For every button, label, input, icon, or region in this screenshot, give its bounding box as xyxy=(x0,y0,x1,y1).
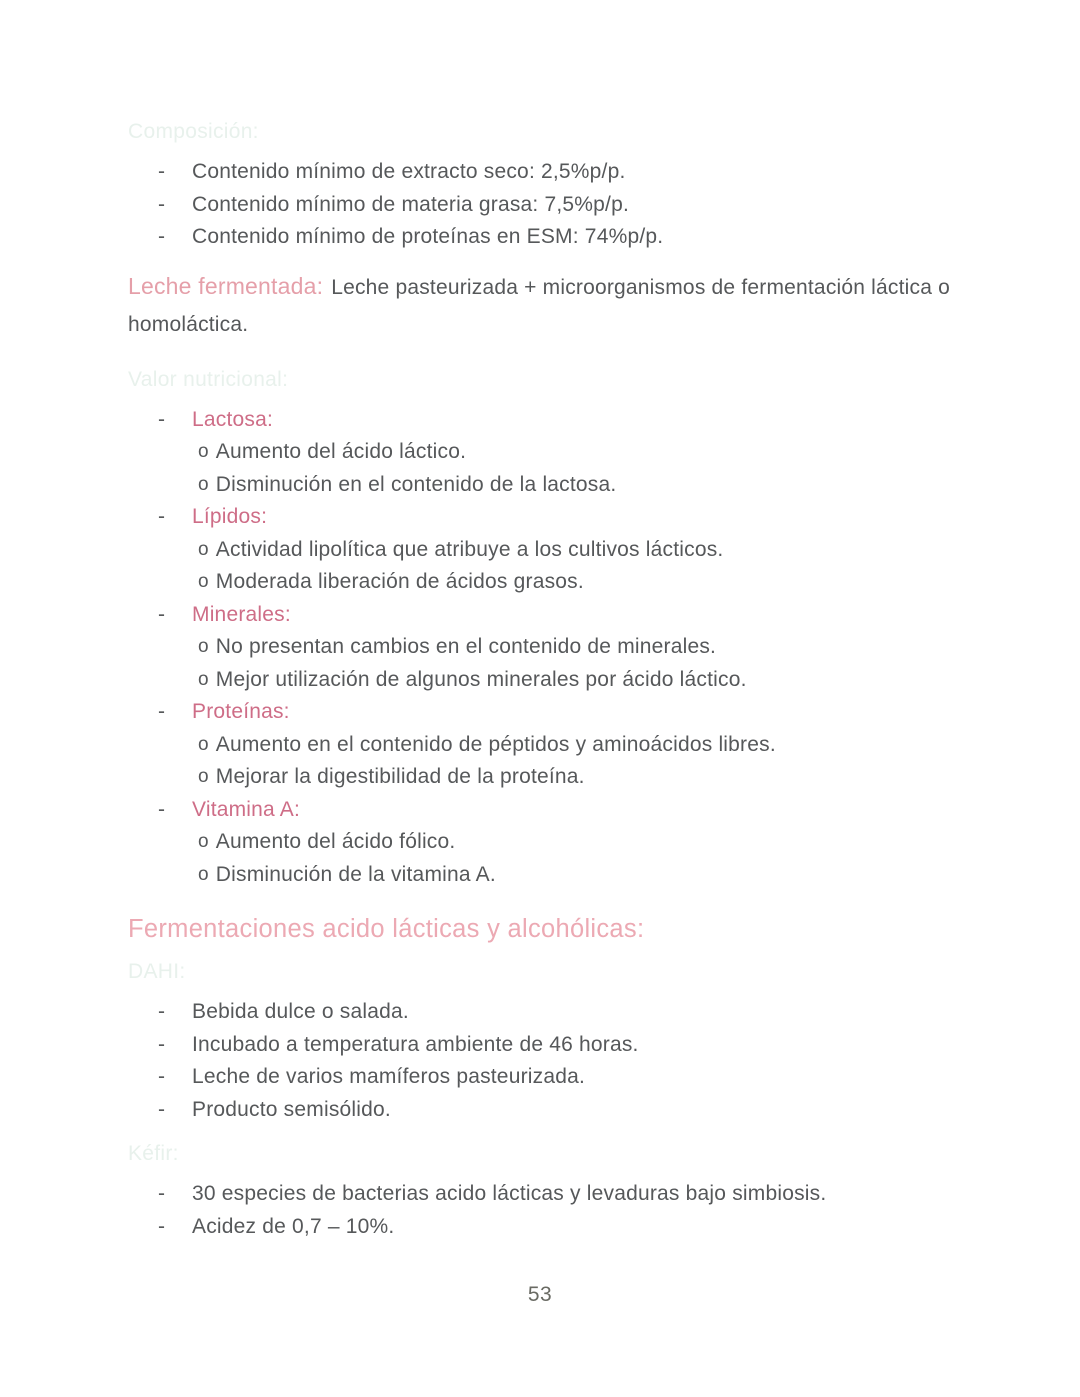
dash-marker: - xyxy=(158,225,166,248)
sub-item-text: Disminución de la vitamina A. xyxy=(215,862,496,886)
circle-marker: o xyxy=(198,571,209,592)
dash-marker: - xyxy=(158,1097,166,1121)
list-group-label-row xyxy=(128,696,958,729)
list-item-text: Contenido mínimo de extracto seco: 2,5%p/p. xyxy=(192,160,626,183)
list-item xyxy=(128,189,958,222)
circle-marker: o xyxy=(198,733,209,755)
sub-list-item xyxy=(128,859,958,892)
list-item xyxy=(128,1178,958,1211)
dash-marker: - xyxy=(158,192,166,216)
sub-list-item xyxy=(128,566,958,599)
sub-item-text: Actividad lipolítica que atribuye a los cultivos lácticos. xyxy=(215,537,724,561)
list-group-label-row xyxy=(128,501,958,534)
sub-item-text: Aumento en el contenido de péptidos y aminoácidos libres. xyxy=(215,732,776,756)
sub-item-text: Mejor utilización de algunos minerales por ácido láctico. xyxy=(215,667,747,691)
circle-marker: o xyxy=(198,766,209,787)
list-item-text: Leche de varios mamíferos pasteurizada. xyxy=(192,1065,585,1088)
list-item xyxy=(128,221,958,254)
sub-list-item xyxy=(128,664,958,697)
dash-marker: - xyxy=(158,1065,166,1088)
sub-list-item xyxy=(128,631,958,664)
page-number: 53 xyxy=(527,1283,553,1306)
list-item-text: Producto semisólido. xyxy=(192,1097,391,1121)
dash-marker: - xyxy=(158,407,166,431)
list-item xyxy=(128,1029,958,1062)
section-heading-valor-nutricional: Valor nutricional: xyxy=(128,367,289,391)
list-item xyxy=(128,1094,958,1127)
sub-item-text: Aumento del ácido fólico. xyxy=(215,830,456,853)
list-group-label-row xyxy=(128,599,958,632)
sub-item-text: Aumento del ácido láctico. xyxy=(215,440,467,463)
list-item xyxy=(128,1211,958,1244)
kefir-list xyxy=(128,1178,958,1243)
sub-list-item xyxy=(128,761,958,794)
section-heading-composicion: Composición: xyxy=(128,120,259,143)
section-heading-kefir: Kéfir: xyxy=(128,1142,179,1165)
list-item-text: Contenido mínimo de proteínas en ESM: 74%p/p. xyxy=(192,225,664,248)
group-label-minerales: Minerales: xyxy=(192,602,291,626)
valor-nutricional-list xyxy=(128,404,958,892)
sub-item-text: Disminución en el contenido de la lactosa. xyxy=(215,472,617,496)
dash-marker: - xyxy=(158,1182,166,1205)
leche-fermentada-label: Leche fermentada: xyxy=(128,272,324,299)
circle-marker: o xyxy=(198,441,209,462)
group-label-vitamina-a: Vitamina A: xyxy=(192,797,301,821)
list-item-text: Bebida dulce o salada. xyxy=(192,1000,409,1023)
dash-marker: - xyxy=(158,505,166,528)
circle-marker: o xyxy=(198,636,209,657)
sub-item-text: Mejorar la digestibilidad de la proteína. xyxy=(215,765,585,788)
list-item xyxy=(128,1061,958,1094)
dahi-list xyxy=(128,996,958,1126)
section-heading-dahi: DAHI: xyxy=(128,960,186,983)
list-item xyxy=(128,996,958,1029)
section-heading-fermentaciones: Fermentaciones acido lácticas y alcohólicas: xyxy=(128,915,645,943)
list-group-label-row xyxy=(128,404,958,437)
sub-list-item xyxy=(128,826,958,859)
dash-marker: - xyxy=(158,1032,166,1056)
sub-list-item xyxy=(128,534,958,567)
list-item-text: 30 especies de bacterias acido lácticas y levaduras bajo simbiosis. xyxy=(192,1182,827,1205)
list-item-text: Incubado a temperatura ambiente de 46 horas. xyxy=(192,1032,639,1056)
circle-marker: o xyxy=(198,831,209,852)
circle-marker: o xyxy=(198,668,209,690)
sub-list-item xyxy=(128,436,958,469)
group-label-proteinas: Proteínas: xyxy=(192,700,290,723)
circle-marker: o xyxy=(198,473,209,495)
leche-fermentada-paragraph xyxy=(128,268,958,343)
group-label-lipidos: Lípidos: xyxy=(192,505,268,528)
list-item-text: Acidez de 0,7 – 10%. xyxy=(192,1214,395,1238)
dash-marker: - xyxy=(158,1214,166,1238)
circle-marker: o xyxy=(198,538,209,560)
dash-marker: - xyxy=(158,602,166,626)
leche-fermentada-text: Leche pasteurizada + microorganismos de fermentación láctica o homoláctica. xyxy=(128,275,951,336)
sub-item-text: Moderada liberación de ácidos grasos. xyxy=(215,570,584,593)
dash-marker: - xyxy=(158,160,166,183)
sub-list-item xyxy=(128,729,958,762)
sub-item-text: No presentan cambios en el contenido de minerales. xyxy=(215,635,717,658)
list-group-label-row xyxy=(128,794,958,827)
circle-marker: o xyxy=(198,863,209,885)
dash-marker: - xyxy=(158,700,166,723)
dash-marker: - xyxy=(158,797,166,821)
dash-marker: - xyxy=(158,1000,166,1023)
list-item-text: Contenido mínimo de materia grasa: 7,5%p/p. xyxy=(192,192,629,216)
composicion-list xyxy=(128,156,958,254)
list-item xyxy=(128,156,958,189)
sub-list-item xyxy=(128,469,958,502)
group-label-lactosa: Lactosa: xyxy=(192,407,273,431)
